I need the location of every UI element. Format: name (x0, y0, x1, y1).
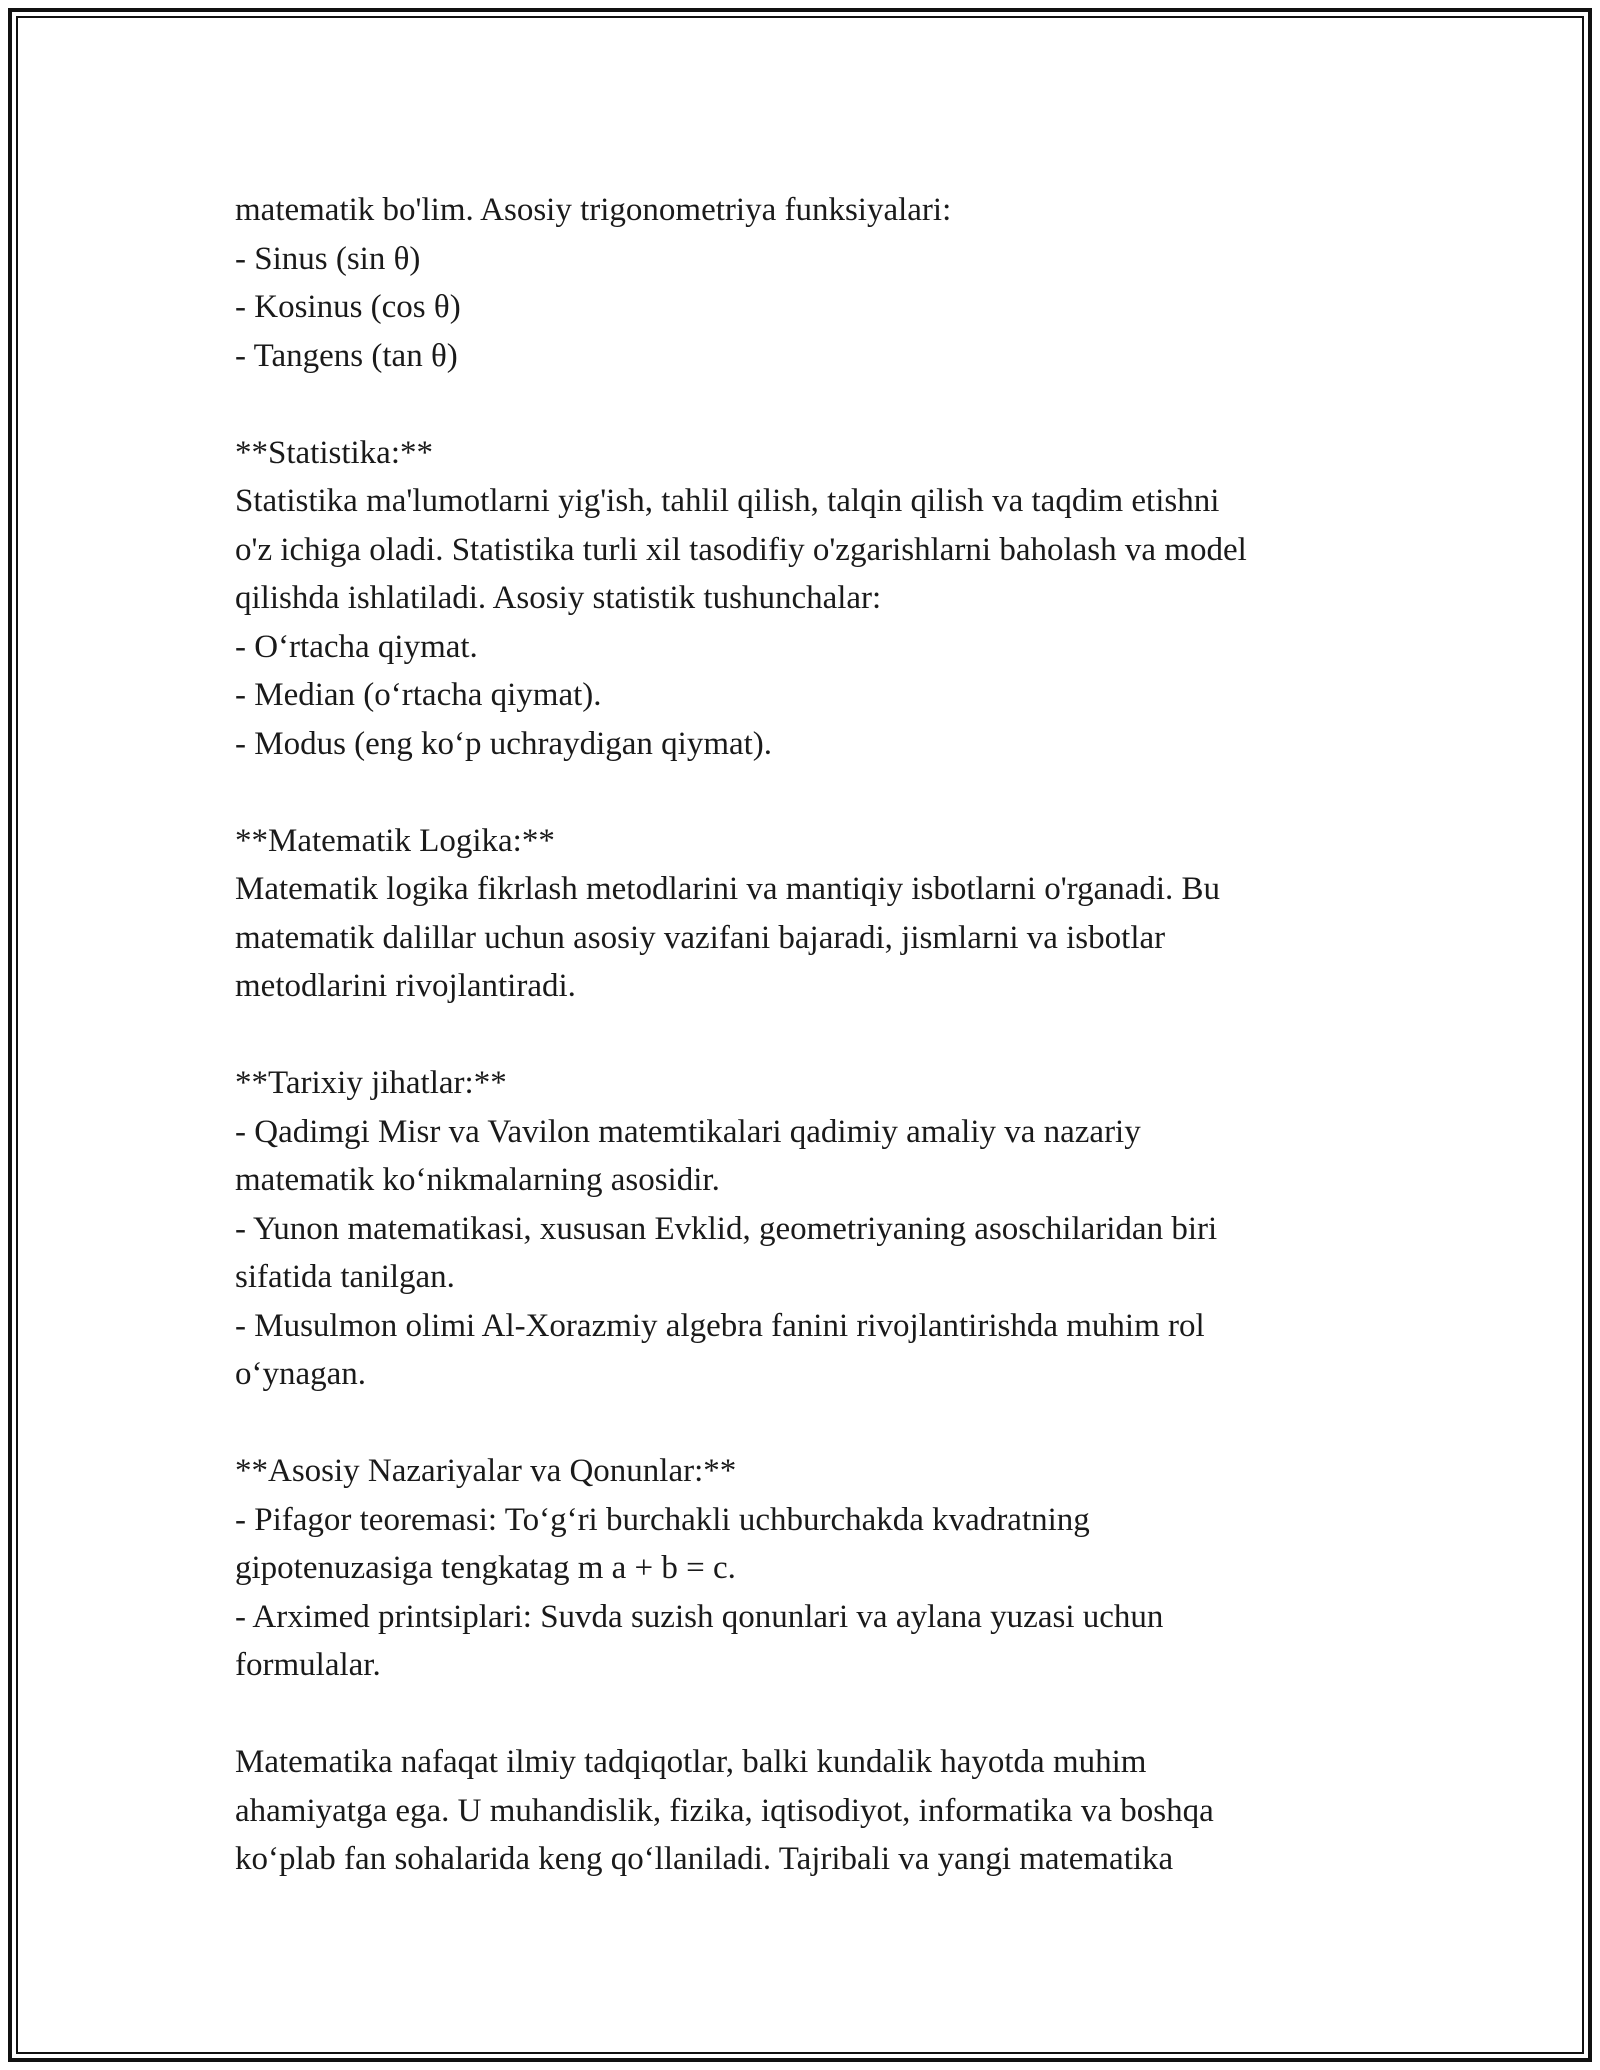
paragraph-line: Matematik logika fikrlash metodlarini va mantiqiy isbotlarni o'rganadi. Bu (235, 871, 1221, 907)
paragraph-line: qilishda ishlatiladi. Asosiy statistik tushunchalar: (235, 580, 882, 616)
list-item: - Yunon matematikasi, xususan Evklid, geometriyaning asoschilaridan biri (235, 1210, 1218, 1247)
paragraph-line: metodlarini rivojlantiradi. (235, 968, 576, 1004)
paragraph-spacer (235, 1690, 1395, 1739)
paragraph-spacer (235, 1399, 1395, 1448)
list-item: - Qadimgi Misr va Vavilon matemtikalari qadimiy amaliy va nazariy (235, 1113, 1141, 1150)
paragraph-spacer (235, 768, 1395, 817)
list-item-continued: gipotenuzasiga tengkatag m a + b = c. (235, 1550, 736, 1586)
logika-section (235, 817, 1395, 1011)
section-heading-nazariyalar: **Asosiy Nazariyalar va Qonunlar:** (235, 1453, 737, 1489)
list-item-continued: o‘ynagan. (235, 1356, 367, 1392)
tarix-section (235, 1059, 1395, 1399)
list-item-continued: matematik ko‘nikmalarning asosidir. (235, 1162, 720, 1198)
intro-line: matematik bo'lim. Asosiy trigonometriya funksiyalari: (235, 192, 952, 228)
paragraph-line: Matematika nafaqat ilmiy tadqiqotlar, balki kundalik hayotda muhim (235, 1744, 1147, 1780)
list-item: - Arximed printsiplari: Suvda suzish qonunlari va aylana yuzasi uchun (235, 1598, 1164, 1635)
list-item-sinus: - Sinus (sin θ) (235, 240, 421, 277)
list-item-kosinus: - Kosinus (cos θ) (235, 289, 461, 325)
section-heading-tarix: **Tarixiy jihatlar:** (235, 1065, 507, 1101)
list-item-tangens: - Tangens (tan θ) (235, 337, 458, 374)
list-item: - Musulmon olimi Al-Xorazmiy algebra fanini rivojlantirishda muhim rol (235, 1307, 1205, 1344)
intro-section (235, 186, 1395, 380)
paragraph-line: o'z ichiga oladi. Statistika turli xil tasodifiy o'zgarishlarni baholash va model (235, 531, 1247, 568)
paragraph-spacer (235, 380, 1395, 429)
section-heading-logika: **Matematik Logika:** (235, 822, 555, 859)
list-item: - Modus (eng ko‘p uchraydigan qiymat). (235, 725, 773, 762)
xulosa-section (235, 1738, 1395, 1884)
document-body (235, 186, 1395, 1884)
list-item: - Median (o‘rtacha qiymat). (235, 677, 602, 713)
paragraph-line: ahamiyatga ega. U muhandislik, fizika, iqtisodiyot, informatika va boshqa (235, 1792, 1214, 1829)
paragraph-line: Statistika ma'lumotlarni yig'ish, tahlil qilish, talqin qilish va taqdim etishni (235, 483, 1220, 519)
nazariyalar-section (235, 1447, 1395, 1690)
statistika-section (235, 429, 1395, 769)
list-item: - O‘rtacha qiymat. (235, 628, 478, 665)
list-item-continued: formulalar. (235, 1647, 381, 1683)
section-heading-statistika: **Statistika:** (235, 434, 433, 471)
list-item: - Pifagor teoremasi: To‘g‘ri burchakli uchburchakda kvadratning (235, 1501, 1090, 1538)
paragraph-line: ko‘plab fan sohalarida keng qo‘llaniladi. Tajribali va yangi matematika (235, 1841, 1174, 1877)
paragraph-line: matematik dalillar uchun asosiy vazifani bajaradi, jismlarni va isbotlar (235, 919, 1166, 956)
list-item-continued: sifatida tanilgan. (235, 1259, 455, 1295)
paragraph-spacer (235, 1011, 1395, 1060)
